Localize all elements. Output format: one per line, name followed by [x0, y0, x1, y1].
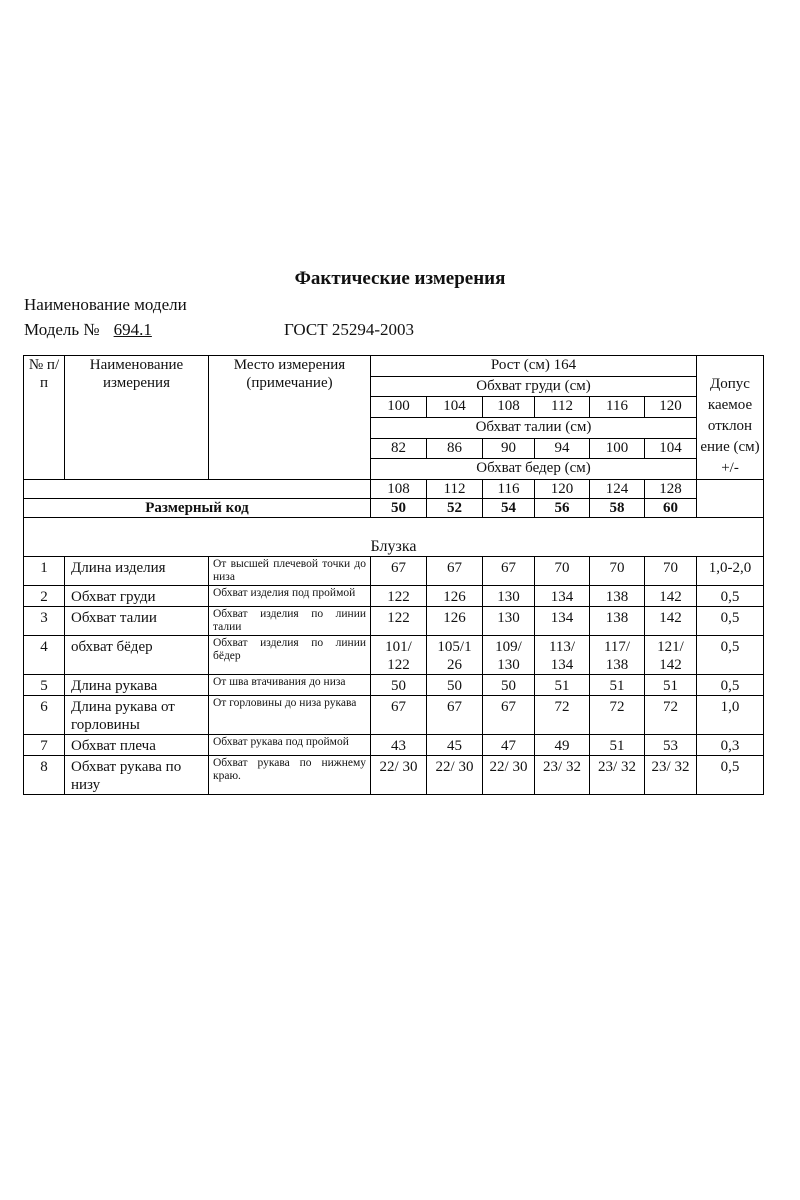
row-value: 51: [535, 675, 590, 696]
row-place: Обхват изделия под проймой: [209, 586, 371, 607]
chest-size: 112: [535, 397, 590, 418]
table-row: [24, 756, 764, 795]
waist-size: 104: [645, 438, 697, 459]
row-value: 50: [371, 675, 427, 696]
chest-size: 108: [483, 397, 535, 418]
chest-size: 104: [427, 397, 483, 418]
hips-size: 124: [590, 480, 645, 499]
row-value: 51: [590, 675, 645, 696]
row-value: 109/ 130: [483, 636, 535, 675]
row-tolerance: 0,5: [697, 675, 764, 696]
row-name: Длина рукава: [65, 675, 209, 696]
header-height: Рост (см) 164: [371, 356, 697, 377]
header-tolerance: Допус каемое отклон ение (см) +/-: [697, 356, 764, 480]
hips-size: 116: [483, 480, 535, 499]
row-value: 49: [535, 735, 590, 756]
section-title: Блузка: [24, 518, 764, 557]
row-number: 6: [24, 696, 65, 735]
row-value: 72: [590, 696, 645, 735]
waist-size: 94: [535, 438, 590, 459]
size-code: 52: [427, 499, 483, 518]
row-place: От высшей плечевой точки до низа: [209, 557, 371, 586]
row-value: 113/ 134: [535, 636, 590, 675]
size-code: 50: [371, 499, 427, 518]
row-value: 122: [371, 607, 427, 636]
row-number: 8: [24, 756, 65, 795]
row-name: Обхват рукава по низу: [65, 756, 209, 795]
row-value: 121/ 142: [645, 636, 697, 675]
row-value: 138: [590, 607, 645, 636]
row-place: От шва втачивания до низа: [209, 675, 371, 696]
size-code-label: Размерный код: [24, 499, 371, 518]
row-value: 117/ 138: [590, 636, 645, 675]
row-value: 43: [371, 735, 427, 756]
table-row: [24, 675, 764, 696]
row-number: 4: [24, 636, 65, 675]
row-name: Обхват груди: [65, 586, 209, 607]
row-value: 50: [483, 675, 535, 696]
header-name: Наименование измерения: [65, 356, 209, 480]
model-number-line: [24, 320, 156, 340]
row-tolerance: 0,5: [697, 636, 764, 675]
row-value: 23/ 32: [590, 756, 645, 795]
document-title: Фактические измерения: [294, 268, 506, 289]
row-value: 142: [645, 586, 697, 607]
row-place: Обхват рукава по нижнему краю.: [209, 756, 371, 795]
row-value: 130: [483, 586, 535, 607]
row-value: 22/ 30: [483, 756, 535, 795]
measurements-table: [23, 355, 764, 795]
row-tolerance: 0,5: [697, 607, 764, 636]
table-row: [24, 636, 764, 675]
row-value: 134: [535, 607, 590, 636]
row-tolerance: 0,5: [697, 586, 764, 607]
size-code: 60: [645, 499, 697, 518]
row-value: 47: [483, 735, 535, 756]
chest-size: 116: [590, 397, 645, 418]
row-name: Обхват талии: [65, 607, 209, 636]
row-value: 23/ 32: [645, 756, 697, 795]
row-place: От горловины до низа рукава: [209, 696, 371, 735]
hips-size: 128: [645, 480, 697, 499]
row-place: Обхват рукава под проймой: [209, 735, 371, 756]
row-number: 1: [24, 557, 65, 586]
model-number: 694.1: [113, 320, 152, 339]
table-row: [24, 586, 764, 607]
row-value: 51: [590, 735, 645, 756]
row-value: 23/ 32: [535, 756, 590, 795]
row-value: 67: [371, 557, 427, 586]
hips-size: 120: [535, 480, 590, 499]
row-number: 5: [24, 675, 65, 696]
row-value: 142: [645, 607, 697, 636]
header-chest-label: Обхват груди (см): [371, 376, 697, 397]
table-row: [24, 607, 764, 636]
row-value: 22/ 30: [371, 756, 427, 795]
size-code: 54: [483, 499, 535, 518]
row-value: 101/ 122: [371, 636, 427, 675]
header-waist-label: Обхват талии (см): [371, 417, 697, 438]
waist-size: 90: [483, 438, 535, 459]
row-value: 45: [427, 735, 483, 756]
row-place: Обхват изделия по линии бёдер: [209, 636, 371, 675]
size-code: 56: [535, 499, 590, 518]
size-code-row: [24, 499, 764, 518]
table-row: [24, 557, 764, 586]
row-value: 67: [427, 557, 483, 586]
row-name: Длина рукава от горловины: [65, 696, 209, 735]
row-value: 67: [483, 557, 535, 586]
waist-size: 82: [371, 438, 427, 459]
row-value: 130: [483, 607, 535, 636]
header-num: № п/п: [24, 356, 65, 480]
row-value: 67: [427, 696, 483, 735]
gost-standard: ГОСТ 25294-2003: [284, 320, 415, 339]
row-number: 2: [24, 586, 65, 607]
model-number-label: Модель №: [24, 320, 100, 339]
waist-size: 86: [427, 438, 483, 459]
row-place: Обхват изделия по линии талии: [209, 607, 371, 636]
row-number: 3: [24, 607, 65, 636]
header-place: Место измерения (примечание): [209, 356, 371, 480]
row-value: 67: [371, 696, 427, 735]
chest-size: 120: [645, 397, 697, 418]
row-value: 126: [427, 586, 483, 607]
hips-size: 112: [427, 480, 483, 499]
row-tolerance: 0,3: [697, 735, 764, 756]
row-value: 72: [535, 696, 590, 735]
row-value: 138: [590, 586, 645, 607]
row-name: обхват бёдер: [65, 636, 209, 675]
row-value: 70: [645, 557, 697, 586]
waist-size: 100: [590, 438, 645, 459]
row-value: 72: [645, 696, 697, 735]
hips-sizes-row: [24, 480, 764, 499]
row-value: 126: [427, 607, 483, 636]
hips-size: 108: [371, 480, 427, 499]
header-hips-label: Обхват бедер (см): [371, 459, 697, 480]
row-tolerance: 0,5: [697, 756, 764, 795]
row-value: 70: [590, 557, 645, 586]
row-value: 122: [371, 586, 427, 607]
row-name: Длина изделия: [65, 557, 209, 586]
table-row: [24, 696, 764, 735]
row-name: Обхват плеча: [65, 735, 209, 756]
table-row: [24, 735, 764, 756]
row-value: 53: [645, 735, 697, 756]
row-tolerance: 1,0-2,0: [697, 557, 764, 586]
row-number: 7: [24, 735, 65, 756]
row-value: 67: [483, 696, 535, 735]
model-name-label: Наименование модели: [24, 295, 187, 314]
row-tolerance: 1,0: [697, 696, 764, 735]
row-value: 70: [535, 557, 590, 586]
row-value: 50: [427, 675, 483, 696]
chest-size: 100: [371, 397, 427, 418]
row-value: 105/1 26: [427, 636, 483, 675]
row-value: 51: [645, 675, 697, 696]
row-value: 134: [535, 586, 590, 607]
row-value: 22/ 30: [427, 756, 483, 795]
size-code: 58: [590, 499, 645, 518]
